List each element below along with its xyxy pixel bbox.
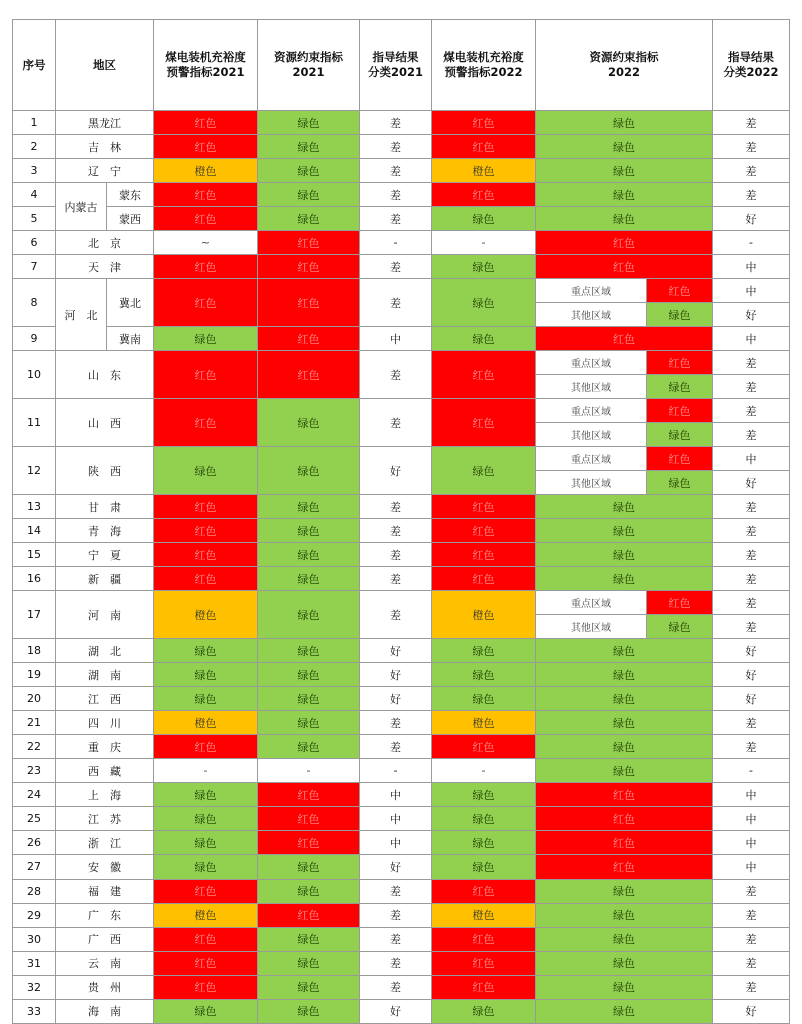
table-row: 30 广 西 红色 绿色 差 红色 绿色 差: [13, 927, 790, 951]
header-cls-2022: 指导结果 分类2022: [713, 20, 790, 111]
table-row: 19 湖 南 绿色 绿色 好 绿色 绿色 好: [13, 663, 790, 687]
table-row: 28 福 建 红色 绿色 差 红色 绿色 差: [13, 879, 790, 903]
table-row: 14 青 海 红色 绿色 差 红色 绿色 差: [13, 519, 790, 543]
table-row: 15 宁 夏 红色 绿色 差 红色 绿色 差: [13, 543, 790, 567]
table-row: 27 安 徽 绿色 绿色 好 绿色 红色 中: [13, 855, 790, 879]
table-row: 22 重 庆 红色 绿色 差 红色 绿色 差: [13, 735, 790, 759]
header-seq: 序号: [13, 20, 56, 111]
header-coal-2022: 煤电装机充裕度 预警指标2022: [432, 20, 536, 111]
table-row: 其他区域 绿色 差: [13, 615, 790, 639]
table-row: 9 冀南 绿色 红色 中 绿色 红色 中: [13, 327, 790, 351]
table-row: 20 江 西 绿色 绿色 好 绿色 绿色 好: [13, 687, 790, 711]
table-row: 其他区域 绿色 差: [13, 423, 790, 447]
table-row: 26 浙 江 绿色 红色 中 绿色 红色 中: [13, 831, 790, 855]
table-row: 其他区域 绿色 差: [13, 375, 790, 399]
table-row: 其他区域 绿色 好: [13, 471, 790, 495]
table-row: 12 陕 西 绿色 绿色 好 绿色 重点区域 红色 中: [13, 447, 790, 471]
table-row: 29 广 东 橙色 红色 差 橙色 绿色 差: [13, 903, 790, 927]
adequacy-table: [12, 19, 790, 1024]
table-row: 1 黑龙江 红色 绿色 差 红色 绿色 差: [13, 111, 790, 135]
table-row: 6 北 京 ~ 红色 - - 红色 -: [13, 231, 790, 255]
table-row: 11 山 西 红色 绿色 差 红色 重点区域 红色 差: [13, 399, 790, 423]
table-row: 24 上 海 绿色 红色 中 绿色 红色 中: [13, 783, 790, 807]
header-res-2021: 资源约束指标 2021: [258, 20, 360, 111]
table-row: 23 西 藏 - - - - 绿色 -: [13, 759, 790, 783]
table-row: 31 云 南 红色 绿色 差 红色 绿色 差: [13, 951, 790, 975]
header-region: 地区: [56, 20, 154, 111]
table-row: 18 湖 北 绿色 绿色 好 绿色 绿色 好: [13, 639, 790, 663]
table-row: 8 河 北 冀北 红色 红色 差 绿色 重点区域 红色 中: [13, 279, 790, 303]
table-row: 5 蒙西 红色 绿色 差 绿色 绿色 好: [13, 207, 790, 231]
header-cls-2021: 指导结果 分类2021: [360, 20, 432, 111]
table-row: 25 江 苏 绿色 红色 中 绿色 红色 中: [13, 807, 790, 831]
header-res-2022: 资源约束指标 2022: [536, 20, 713, 111]
table-row: 7 天 津 红色 红色 差 绿色 红色 中: [13, 255, 790, 279]
table-row: 32 贵 州 红色 绿色 差 红色 绿色 差: [13, 975, 790, 999]
header-coal-2021: 煤电装机充裕度 预警指标2021: [154, 20, 258, 111]
table-row: 17 河 南 橙色 绿色 差 橙色 重点区域 红色 差: [13, 591, 790, 615]
table-row: 21 四 川 橙色 绿色 差 橙色 绿色 差: [13, 711, 790, 735]
header-row: [13, 20, 790, 111]
table-row: 2 吉 林 红色 绿色 差 红色 绿色 差: [13, 135, 790, 159]
table-row: 其他区域 绿色 好: [13, 303, 790, 327]
table-row: 10 山 东 红色 红色 差 红色 重点区域 红色 差: [13, 351, 790, 375]
table-row: 13 甘 肃 红色 绿色 差 红色 绿色 差: [13, 495, 790, 519]
table-row: 16 新 疆 红色 绿色 差 红色 绿色 差: [13, 567, 790, 591]
table-row: 33 海 南 绿色 绿色 好 绿色 绿色 好: [13, 999, 790, 1023]
table-row: 4 内蒙古 蒙东 红色 绿色 差 红色 绿色 差: [13, 183, 790, 207]
table-row: 3 辽 宁 橙色 绿色 差 橙色 绿色 差: [13, 159, 790, 183]
